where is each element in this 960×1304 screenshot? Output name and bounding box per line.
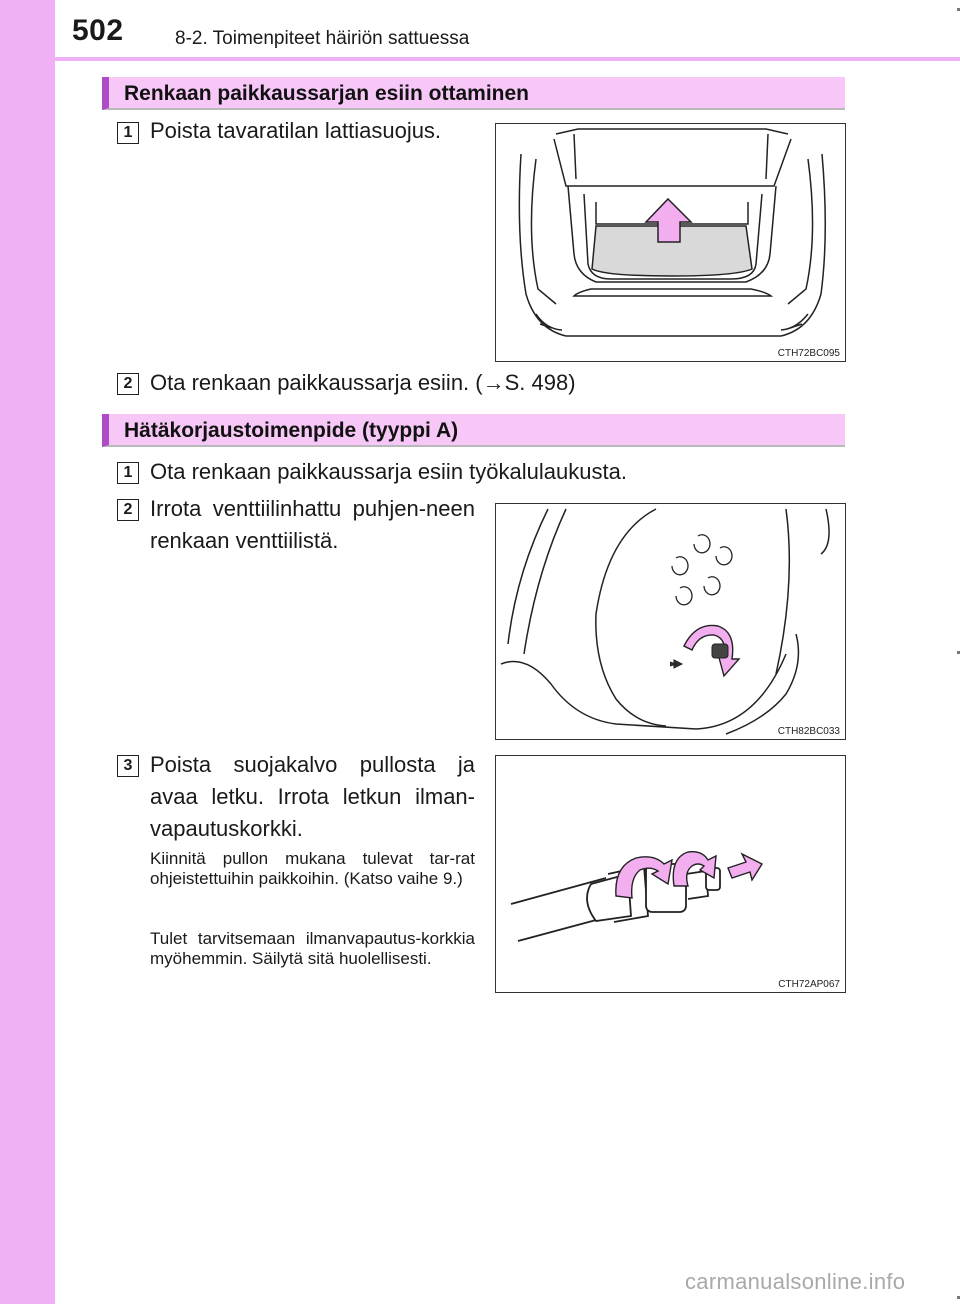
chapter-title: 8-2. Toimenpiteet häiriön sattuessa: [175, 28, 470, 49]
figure-code: CTH82BC033: [777, 726, 840, 737]
step-number: 1: [117, 122, 139, 144]
step-note: Kiinnitä pullon mukana tulevat tar-rat ohjeistettuihin paikkoihin. (Katso vaihe 9.): [150, 849, 475, 888]
section-header: [102, 414, 845, 447]
step-number: 3: [117, 755, 139, 777]
step-number: 2: [117, 373, 139, 395]
step-text: Ota renkaan paikkaussarja esiin. (→S. 498): [150, 370, 576, 395]
step-text: Ota renkaan paikkaussarja esiin työkalulaukusta.: [150, 459, 627, 484]
step-text: Poista suojakalvo pullosta ja avaa letku. Irrota letkun ilman-vapautuskorkki.: [150, 752, 475, 841]
bottle-hose-illustration: [496, 756, 846, 993]
figure-code: CTH72BC095: [777, 348, 840, 359]
trunk-illustration: [496, 124, 846, 362]
step-number: 2: [117, 499, 139, 521]
figure-bottle-hose: [495, 755, 846, 993]
section-title: Hätäkorjaustoimenpide (tyyppi A): [124, 419, 459, 442]
figure-code: CTH72AP067: [778, 979, 840, 990]
header-divider: [55, 57, 960, 61]
step-number: 1: [117, 462, 139, 484]
section-title: Renkaan paikkaussarjan esiin ottaminen: [124, 82, 529, 105]
watermark: carmanualsonline.info: [685, 1269, 906, 1294]
page-number: 502: [72, 14, 124, 47]
valve-cap-illustration: [496, 504, 846, 740]
step-text: Poista tavaratilan lattiasuojus.: [150, 118, 442, 143]
step-text: Irrota venttiilinhattu puhjen-neen renkaan venttiilistä.: [150, 496, 475, 553]
figure-trunk-floor-cover: [495, 123, 846, 362]
step-note: Tulet tarvitsemaan ilmanvapautus-korkkia myöhemmin. Säilytä sitä huolellisesti.: [150, 929, 475, 968]
section-header: [102, 77, 845, 110]
side-color-band: [0, 0, 55, 1304]
figure-valve-cap: [495, 503, 846, 740]
